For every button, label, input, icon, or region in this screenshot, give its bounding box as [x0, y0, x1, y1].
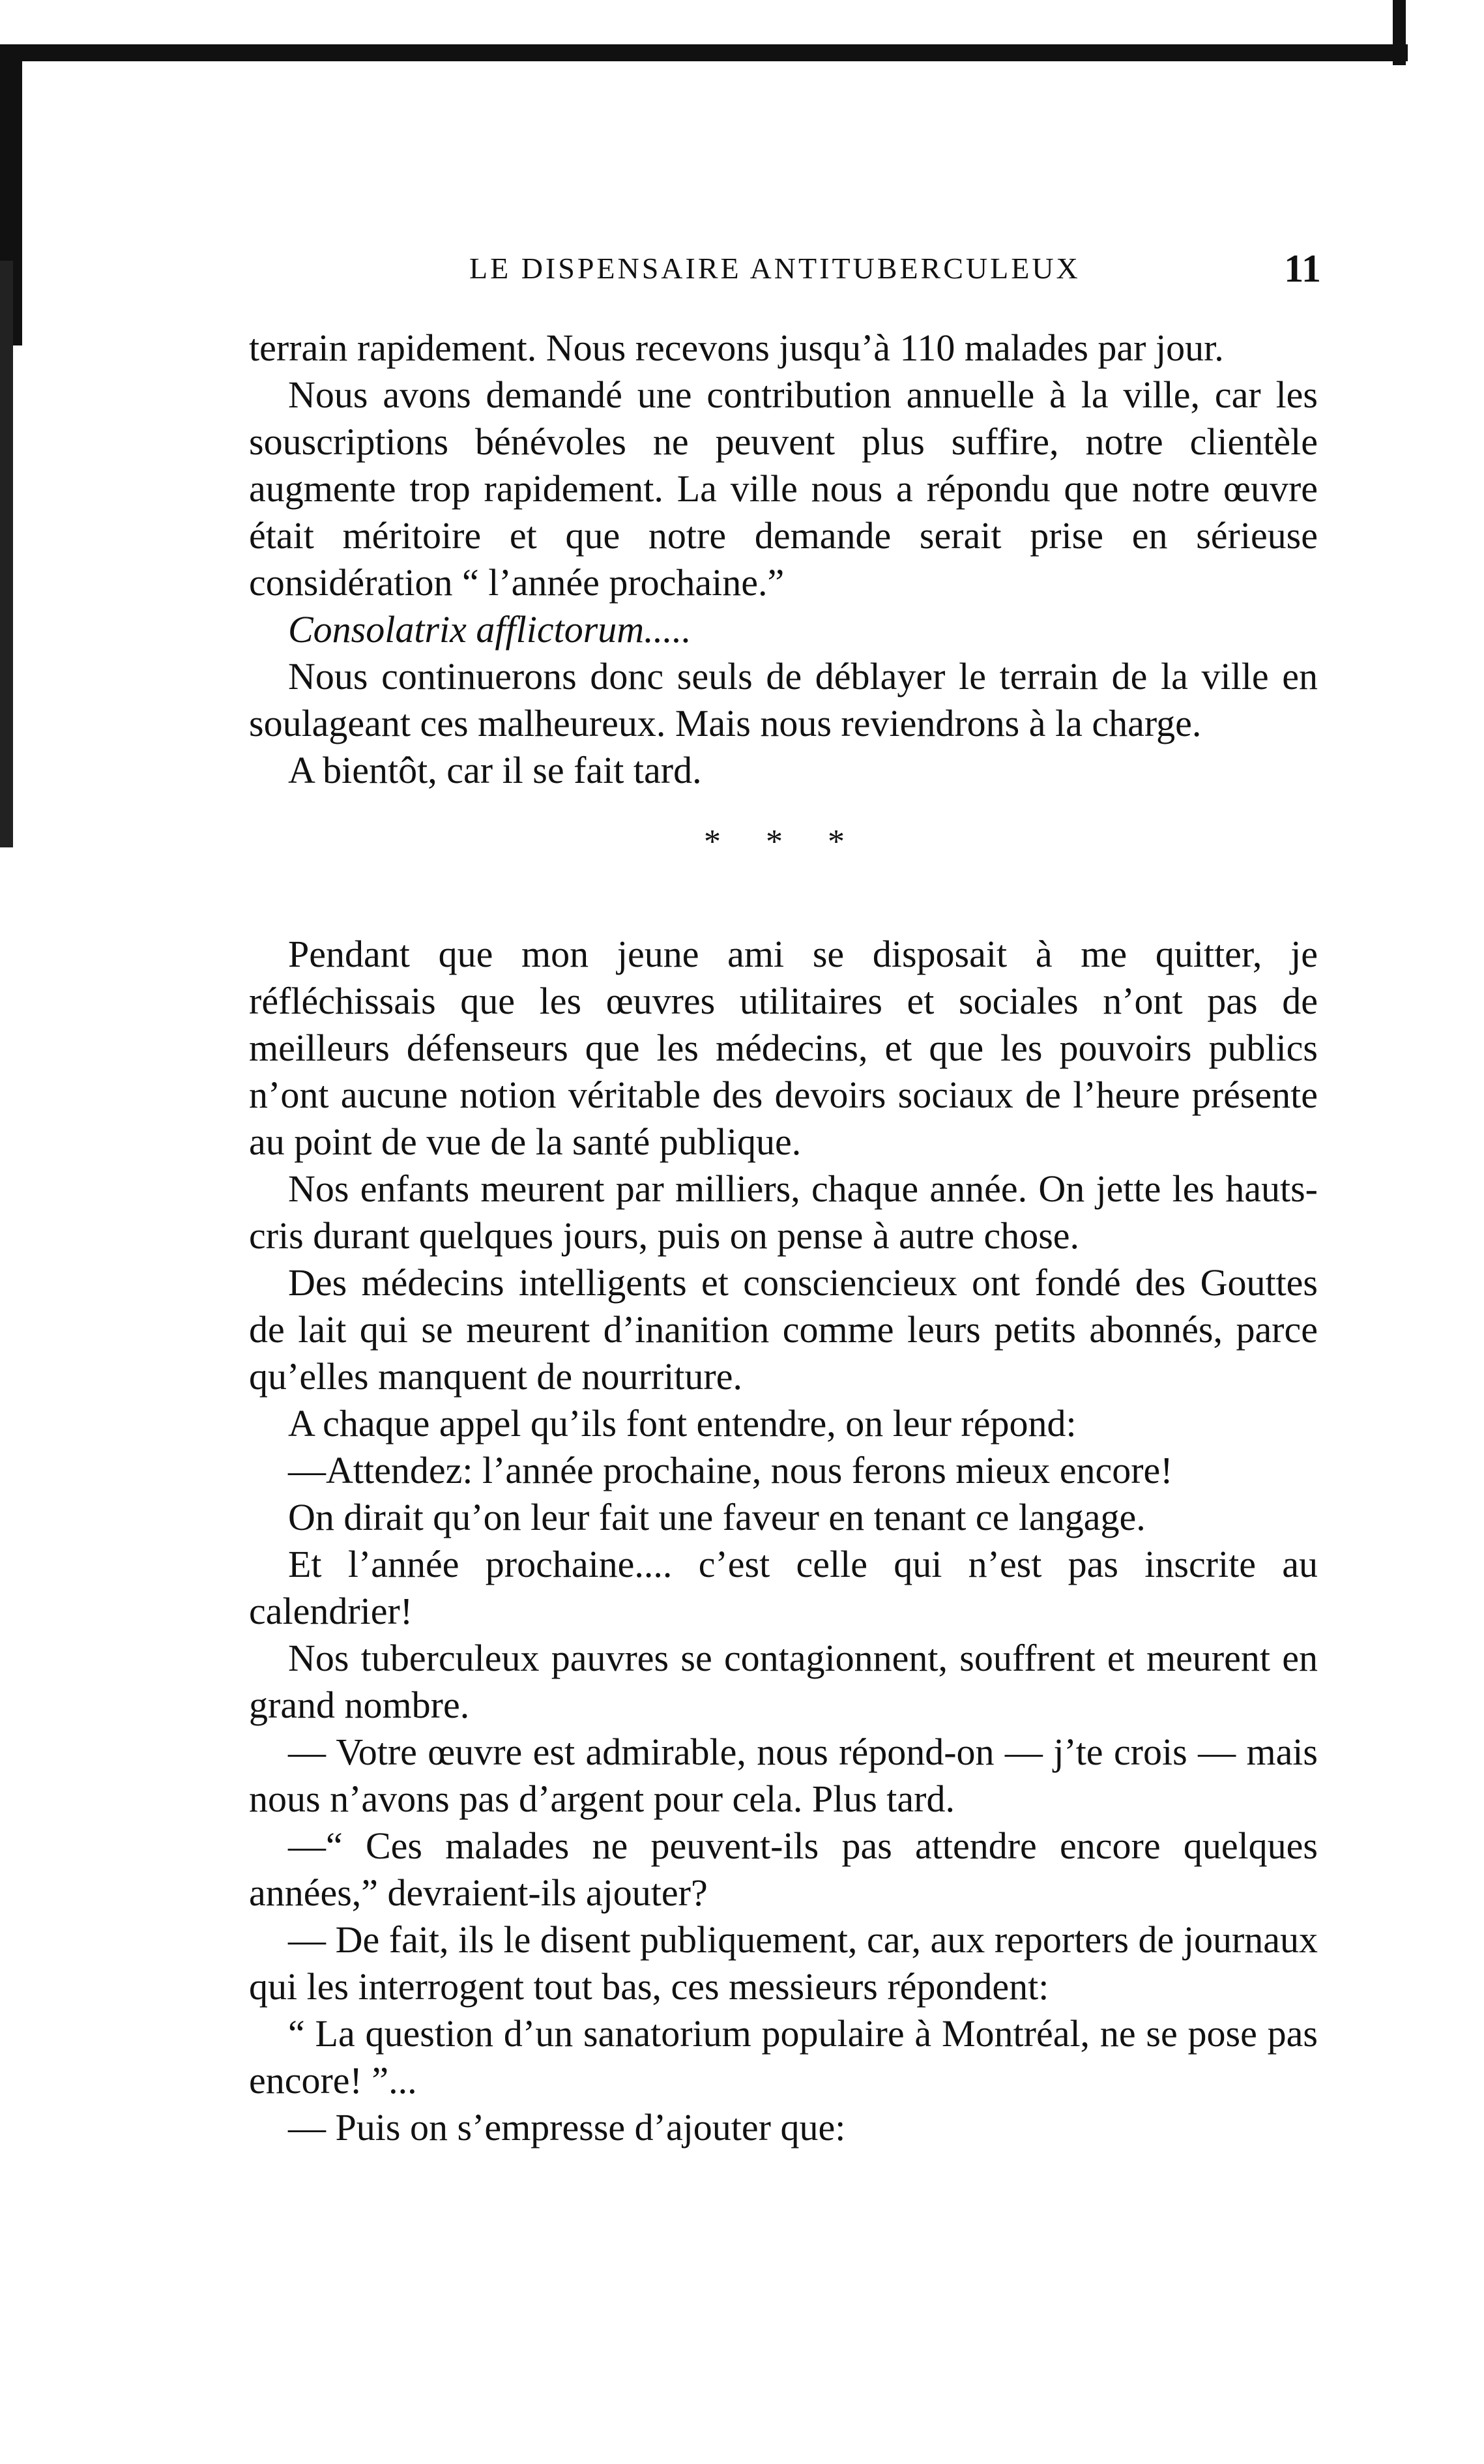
paragraph-8: Des médecins intelligents et consciencieux ont fondé des Gouttes de lait qui se meurent d’inanition comme leurs petits abonnés, parce qu’elles manquent de nourriture.: [249, 1261, 1318, 1398]
page-body: [249, 325, 1318, 2151]
paragraph-7: Nos enfants meurent par milliers, chaque année. On jette les hauts-cris durant quelques jours, puis on pense à autre chose.: [249, 1167, 1318, 1257]
scan-top-edge: [0, 44, 1408, 61]
paragraph-17: “ La question d’un sanatorium populaire à Montréal, ne se pose pas encore! ”...: [249, 2012, 1318, 2102]
paragraph-13: Nos tuberculeux pauvres se contagionnent, souffrent et meurent en grand nombre.: [249, 1637, 1318, 1726]
paragraph-12: Et l’année prochaine.... c’est celle qui n’est pas inscrite au calendrier!: [249, 1543, 1318, 1632]
paragraph-5: A bientôt, car il se fait tard.: [288, 749, 702, 791]
paragraph-11: On dirait qu’on leur fait une faveur en tenant ce langage.: [288, 1496, 1146, 1538]
latin-invocation: Consolatrix afflictorum.....: [288, 608, 691, 651]
paragraph-4: Nous continuerons donc seuls de déblayer le terrain de la ville en soulageant ces malheureux. Mais nous reviendrons à la charge.: [249, 655, 1318, 744]
paragraph-15: —“ Ces malades ne peuvent-ils pas attendre encore quelques années,” devraient-ils ajouter?: [249, 1825, 1318, 1914]
section-separator: * * *: [704, 823, 863, 860]
running-header: LE DISPENSAIRE ANTITUBERCULEUX: [469, 252, 1081, 285]
paragraph-18: — Puis on s’empresse d’ajouter que:: [288, 2106, 846, 2149]
paragraph-3: [249, 606, 1318, 653]
paragraph-6: Pendant que mon jeune ami se disposait à me quitter, je réfléchissais que les œuvres utilitaires et sociales n’ont pas de meilleurs défenseurs que les médecins, et que les pouvoirs publics n’ont aucune notion véritable des devoirs sociaux de l’heure présente au point de vue de la santé publique.: [249, 933, 1318, 1163]
paragraph-9: A chaque appel qu’ils font entendre, on leur répond:: [288, 1402, 1077, 1445]
page-number: 11: [1284, 247, 1321, 290]
scan-left-edge-shadow: [0, 261, 13, 847]
scan-top-edge-mark: [1393, 0, 1406, 65]
paragraph-10: —Attendez: l’année prochaine, nous ferons mieux encore!: [288, 1449, 1173, 1491]
paragraph-2: Nous avons demandé une contribution annuelle à la ville, car les souscriptions bénévoles ne peuvent plus suffire, notre clientèle augmente trop rapidement. La ville nous a répondu que notre œuvre était méritoire et que notre demande serait prise en sérieuse considération “ l’année prochaine.”: [249, 374, 1318, 604]
paragraph-14: — Votre œuvre est admirable, nous répond-on — j’te crois — mais nous n’avons pas d’argent pour cela. Plus tard.: [249, 1731, 1318, 1820]
paragraph-16: — De fait, ils le disent publiquement, car, aux reporters de journaux qui les interrogent tout bas, ces messieurs répondent:: [249, 1918, 1318, 2008]
paragraph-1: terrain rapidement. Nous recevons jusqu’à 110 malades par jour.: [249, 327, 1224, 369]
